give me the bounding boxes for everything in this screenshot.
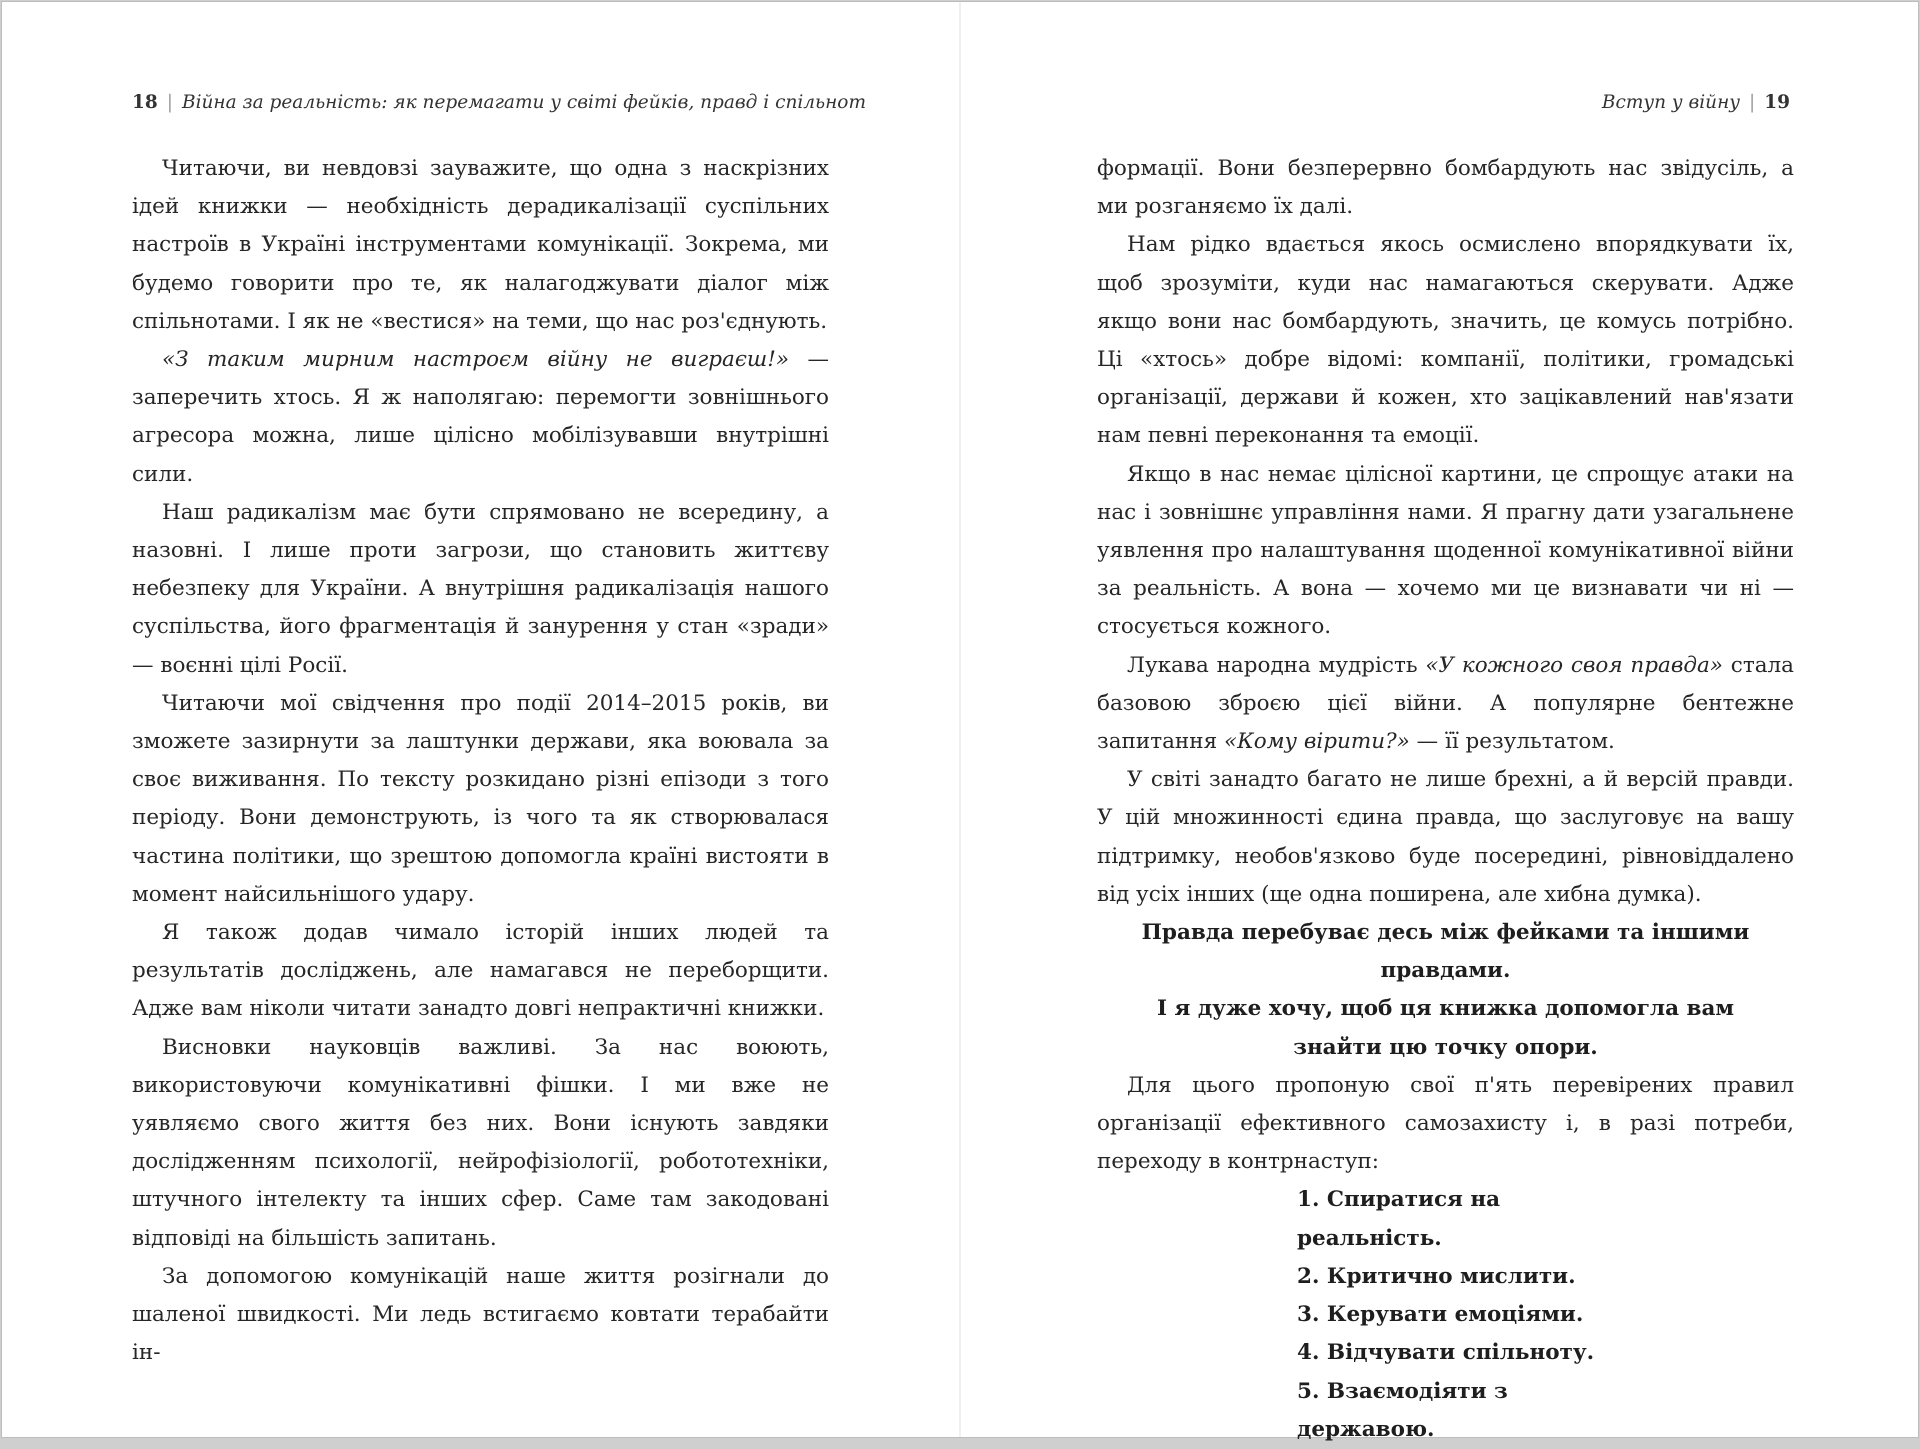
header-separator: | bbox=[1749, 92, 1756, 113]
emphasis-line: І я дуже хочу, щоб ця книжка допомогла вам bbox=[1156, 996, 1735, 1022]
wisdom-text: Лукава народна мудрість bbox=[1127, 652, 1426, 678]
quote-text: «У кожного своя правда» bbox=[1425, 652, 1723, 678]
continued-paragraph: формації. Вони безперервно бомбардують нас звідусіль, а ми розганяємо їх далі. bbox=[1097, 156, 1794, 220]
paragraph: Якщо в нас немає цілісної картини, це спрощує атаки на нас і зовнішнє управління нами. Я прагну дати узагальнене уявлення про налаштування щоденної комунікативної війни за реальність. А вона — хочемо ми це визнавати чи ні — стосується кожного. bbox=[1097, 461, 1794, 640]
right-page-number: 19 bbox=[1764, 92, 1790, 113]
rule-item: 4. Відчувати спільноту. bbox=[1297, 1340, 1595, 1366]
rules-list bbox=[1297, 1181, 1617, 1448]
rule-item: 5. Взаємодіяти з державою. bbox=[1297, 1378, 1508, 1442]
book-spine bbox=[959, 2, 961, 1437]
wisdom-text: — її результатом. bbox=[1409, 729, 1615, 755]
rules-intro: Для цього пропоную свої п'ять перевірених правил організації ефективного самозахисту і, в разі потреби, переходу в контрнаступ: bbox=[1097, 1072, 1794, 1175]
left-page-body bbox=[132, 150, 829, 1373]
quote-rest: — заперечить хтось. Я ж наполягаю: перемогти зовнішнього агресора можна, лише цілісно мобілізувавши внутрішні сили. bbox=[132, 347, 829, 487]
quote-paragraph bbox=[132, 341, 829, 494]
quote-text: «З таким мирним настроєм війну не виграєш!» bbox=[162, 347, 790, 373]
rule-item: 2. Критично мислити. bbox=[1297, 1263, 1576, 1289]
left-page-number: 18 bbox=[132, 92, 158, 113]
right-page-body bbox=[1097, 150, 1794, 1449]
paragraph: Я також додав чимало історій інших людей та результатів досліджень, але намагався не переборщити. Адже вам ніколи читати занадто довгі непрактичні книжки. bbox=[132, 920, 829, 1022]
wisdom-text: стала базовою зброєю цієї війни. А популярне бентежне запитання bbox=[1097, 652, 1795, 755]
paragraph: Наш радикалізм має бути спрямовано не всередину, а назовні. І лише проти загрози, що становить життєву небезпеку для України. А внутрішня радикалізація нашого суспільства, його фрагментація й занурення у стан «зради» — воєнні цілі Росії. bbox=[132, 499, 829, 678]
emphasis-line: Правда перебуває десь між фейками та іншими правдами. bbox=[1141, 920, 1750, 984]
rule-item: 1. Спиратися на реальність. bbox=[1297, 1187, 1501, 1251]
left-running-title: Війна за реальність: як перемагати у світі фейків, правд і спільнот bbox=[181, 92, 866, 113]
right-running-title: Вступ у війну bbox=[1601, 92, 1741, 113]
paragraph: Висновки науковців важливі. За нас воюють, використовуючи комунікативні фішки. І ми вже не уявляємо свого життя без них. Вони існують завдяки дослідженням психології, нейрофізіології, робототехніки, штучного інтелекту та інших сфер. Саме там закодовані відповіді на більшість запитань. bbox=[132, 1034, 829, 1251]
emphasis-line: знайти цю точку опори. bbox=[1293, 1034, 1598, 1060]
left-running-head bbox=[132, 90, 866, 116]
wisdom-paragraph bbox=[1097, 647, 1794, 762]
quote-text: «Кому вірити?» bbox=[1223, 729, 1410, 755]
rule-item: 3. Керувати емоціями. bbox=[1297, 1302, 1584, 1328]
paragraph: У світі занадто багато не лише брехні, а й версій правди. У цій множинності єдина правда, що заслуговує на вашу підтримку, необов'язково буде посередині, рівновіддалено від усіх інших (ще одна поширена, але хибна думка). bbox=[1097, 767, 1794, 907]
paragraph: За допомогою комунікацій наше життя розігнали до шаленої швидкості. Ми ледь встигаємо ковтати терабайти ін- bbox=[132, 1263, 829, 1366]
right-running-head bbox=[1602, 90, 1790, 116]
paragraph: Нам рідко вдається якось осмислено впорядкувати їх, щоб зрозуміти, куди нас намагаються скерувати. Адже якщо вони нас бомбардують, значить, це комусь потрібно. Ці «хтось» добре відомі: компанії, політики, громадські організації, держави й кожен, хто зацікавлений нав'язати нам певні переконання та емоції. bbox=[1097, 232, 1794, 449]
paragraph: Читаючи мої свідчення про події 2014–2015 років, ви зможете зазирнути за лаштунки держави, яка воювала за своє виживання. По тексту розкидано різні епізоди з того періоду. Вони демонструють, із чого та як створювалася частина політики, що зрештою допомогла країні вистояти в момент найсильнішого удару. bbox=[132, 690, 829, 907]
header-separator: | bbox=[166, 92, 173, 113]
book-spread bbox=[2, 2, 1918, 1442]
paragraph: Читаючи, ви невдовзі зауважите, що одна з наскрізних ідей книжки — необхідність дерадикалізації суспільних настроїв в Україні інструментами комунікації. Зокрема, ми будемо говорити про те, як налагоджувати діалог між спільнотами. І як не «вестися» на теми, що нас роз'єднують. bbox=[132, 156, 829, 334]
